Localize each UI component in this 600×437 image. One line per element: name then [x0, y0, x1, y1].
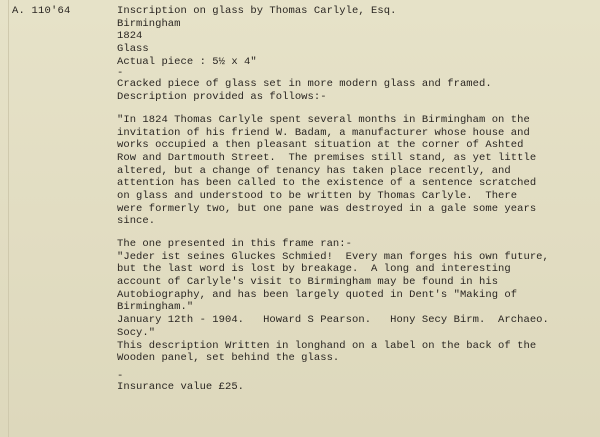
title-line: Inscription on glass by Thomas Carlyle, Esq. — [117, 5, 397, 17]
frame-text-line: account of Carlyle's visit to Birmingham may be found in his — [117, 276, 499, 289]
quote-line: Row and Dartmouth Street. The premises still stand, as yet little — [117, 151, 537, 164]
description-intro-line: Description provided as follows:- — [117, 91, 327, 104]
quote-line: works occupied a then pleasant situation at the corner of Ashted — [117, 139, 524, 152]
material-line: Glass — [117, 43, 149, 56]
frame-text-line: Socy." — [117, 326, 156, 339]
frame-text-line: "Jeder ist seines Gluckes Schmied! Every man forges his own future, — [117, 250, 549, 263]
separator-dash: - — [117, 369, 124, 382]
header-block — [117, 5, 595, 68]
size-line: Actual piece : 5½ x 4" — [117, 55, 257, 68]
frame-text-line: Autobiography, and has been largely quoted in Dent's "Making of — [117, 288, 518, 301]
quote-line: were formerly two, but one pane was destroyed in a gale some years — [117, 202, 537, 215]
frame-text-block — [117, 238, 595, 365]
quote-line: "In 1824 Thomas Carlyle spent several months in Birmingham on the — [117, 113, 530, 126]
frame-text-line: Birmingham." — [117, 301, 194, 314]
quote-line: altered, but a change of tenancy has taken place recently, and — [117, 164, 511, 177]
separator-dash: - — [117, 67, 124, 80]
frame-text-line: but the last word is lost by breakage. A long and interesting — [117, 263, 511, 276]
quote-block — [117, 114, 595, 228]
frame-text-line: The one presented in this frame ran:- — [117, 238, 352, 250]
condition-block — [117, 78, 595, 103]
place-line: Birmingham — [117, 17, 181, 30]
quote-line: since. — [117, 215, 156, 228]
quote-line: invitation of his friend W. Badam, a manufacturer whose house and — [117, 126, 530, 139]
catalogue-reference: A. 110'64 — [12, 5, 71, 17]
quote-line: attention has been called to the existence of a sentence scratched — [117, 177, 537, 190]
margin-line — [8, 0, 9, 437]
condition-line: Cracked piece of glass set in more modern glass and framed. — [117, 78, 492, 91]
frame-text-line: January 12th - 1904. Howard S Pearson. Hony Secy Birm. Archaeo. — [117, 314, 549, 327]
insurance-line: Insurance value £25. — [117, 380, 245, 393]
quote-line: on glass and understood to be written by Thomas Carlyle. There — [117, 189, 518, 202]
date-line: 1824 — [117, 30, 143, 43]
frame-text-line: Wooden panel, set behind the glass. — [117, 352, 340, 365]
frame-text-line: This description Written in longhand on a label on the back of the — [117, 339, 537, 352]
document-body — [117, 5, 595, 394]
